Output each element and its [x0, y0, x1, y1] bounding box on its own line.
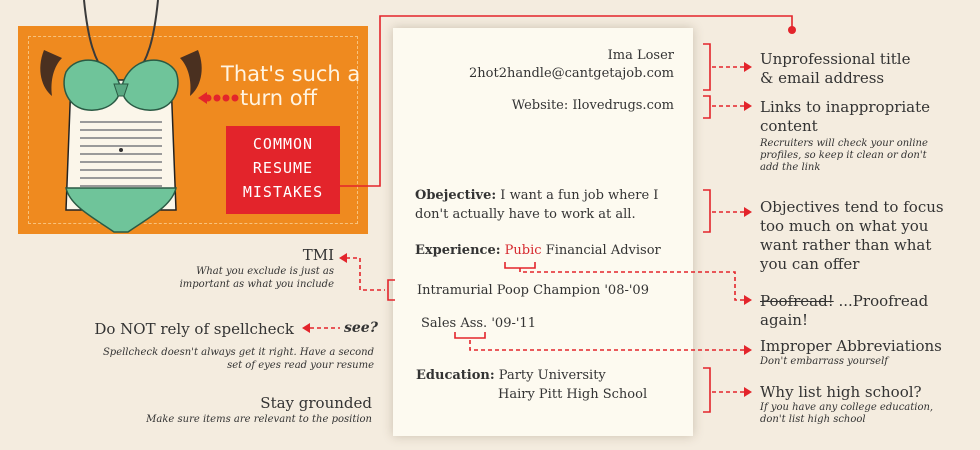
annotation-highschool-note-2: don't list high school: [760, 414, 866, 425]
resume-sales: [421, 316, 536, 331]
annotation-unprofessional-title-2: & email address: [760, 69, 885, 87]
objective-text-1: I want a fun job where I: [500, 188, 659, 203]
education-label: Education:: [416, 368, 495, 383]
resume-education-line-1: [416, 368, 606, 383]
tagline-line-1: That's such a: [221, 62, 361, 86]
annotation-abbrev-note: Don't embarrass yourself: [760, 356, 888, 367]
resume-objective-line-1: [415, 188, 658, 203]
annotation-abbrev-title: Improper Abbreviations: [760, 337, 942, 355]
annotation-grounded-note: Make sure items are relevant to the position: [146, 414, 372, 425]
resume-experience: [415, 243, 661, 258]
annotation-proofread-2: again!: [760, 311, 808, 329]
box-line-2: RESUME: [252, 159, 314, 177]
objective-label: Obejective:: [415, 188, 497, 203]
annotation-links-2: content: [760, 117, 818, 135]
sales-abbrev: Ass.: [460, 316, 488, 331]
annotation-spellcheck-title: Do NOT rely of spellcheck: [94, 320, 294, 338]
annotation-unprofessional-title-1: Unprofessional title: [760, 50, 911, 68]
resume-email: 2hot2handle@cantgetajob.com: [469, 66, 674, 81]
annotation-tmi-note-1: What you exclude is just as: [196, 266, 334, 277]
sales-prefix: Sales: [421, 316, 457, 331]
annotation-highschool-title: Why list high school?: [760, 383, 922, 401]
experience-rest: Financial Advisor: [545, 243, 661, 258]
annotation-spellcheck-note-2: set of eyes read your resume: [227, 360, 374, 371]
annotation-links-1: Links to inappropriate: [760, 98, 931, 116]
resume-intramural: Intramurial Poop Champion '08-'09: [417, 283, 649, 298]
proofread-struck: Poofread!: [760, 292, 834, 310]
experience-label: Experience:: [415, 243, 501, 258]
annotation-tmi-title: TMI: [302, 246, 334, 264]
annotation-spellcheck-see: see?: [344, 320, 378, 336]
resume-website: Website: Ilovedrugs.com: [511, 98, 674, 113]
annotation-links-note-2: profiles, so keep it clean or don't: [760, 150, 927, 161]
annotation-grounded-title: Stay grounded: [260, 394, 372, 412]
annotation-spellcheck-note-1: Spellcheck doesn't always get it right. Have a second: [102, 347, 374, 358]
annotation-objectives-1: Objectives tend to focus: [760, 198, 944, 216]
annotation-tmi-note-2: important as what you include: [179, 279, 334, 290]
annotation-links-note-1: Recruiters will check your online: [760, 138, 928, 149]
proofread-rest: ...Proofread: [838, 292, 929, 310]
box-line-1: COMMON: [252, 135, 314, 153]
experience-typo: Pubic: [504, 243, 542, 258]
box-line-3: MISTAKES: [242, 183, 324, 201]
annotation-objectives-3: want rather than what: [760, 236, 932, 254]
education-1: Party University: [498, 368, 606, 383]
annotation-objectives-2: too much on what you: [760, 217, 929, 235]
annotation-links-note-3: add the link: [760, 162, 821, 173]
sales-years: '09-'11: [491, 316, 536, 331]
annotation-highschool-note-1: If you have any college education,: [760, 402, 934, 413]
resume-name: Ima Loser: [607, 48, 674, 63]
annotation-proofread-1: [760, 292, 928, 311]
annotation-objectives-4: you can offer: [760, 255, 860, 273]
tagline-line-2: turn off: [240, 86, 318, 110]
objective-text-2: don't actually have to work at all.: [415, 207, 636, 222]
education-2: Hairy Pitt High School: [498, 387, 648, 402]
